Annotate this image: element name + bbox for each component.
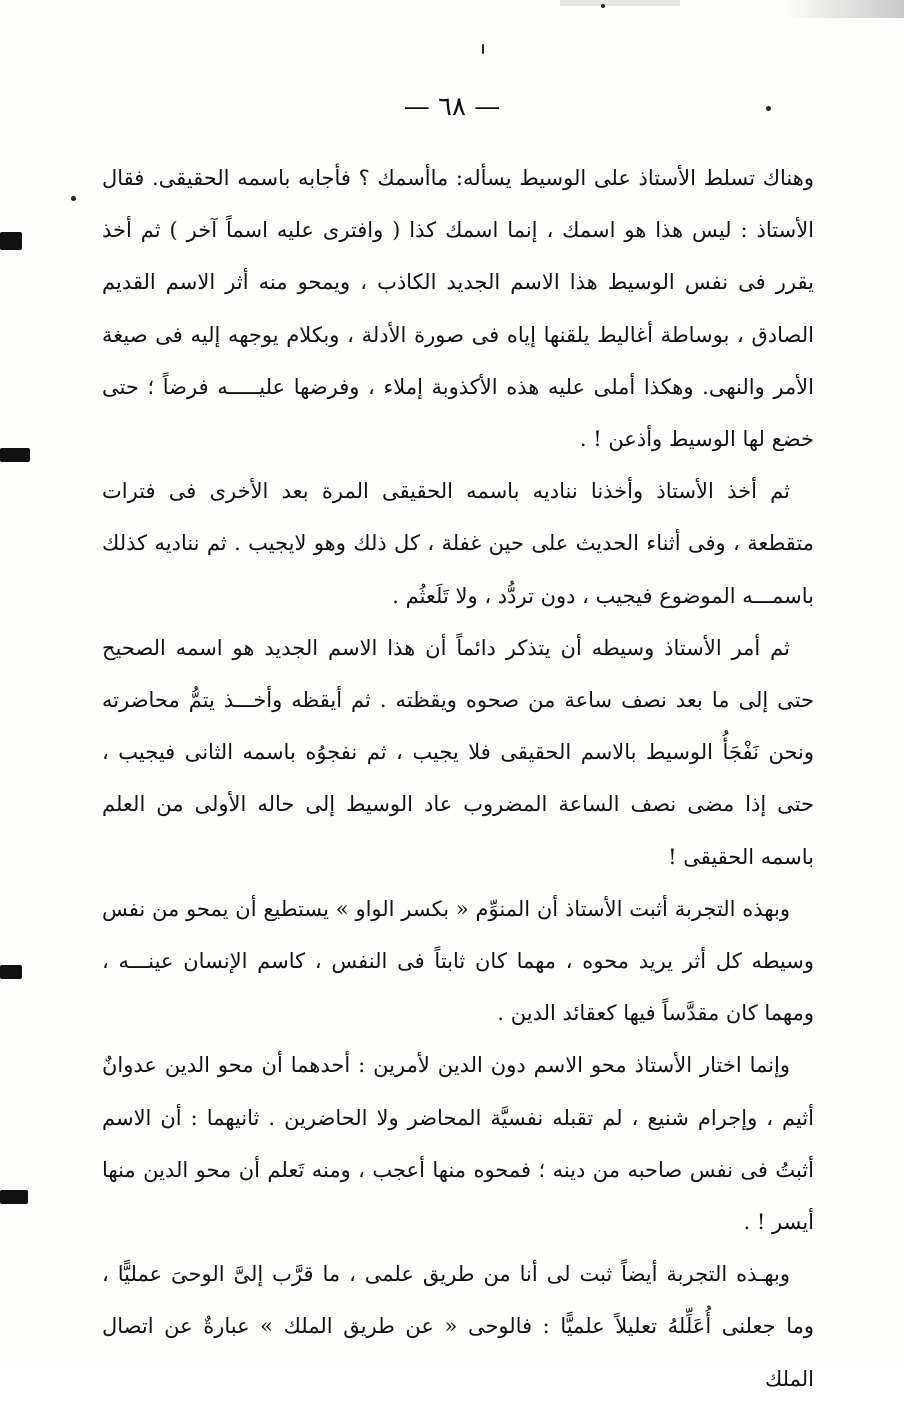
margin-mark xyxy=(0,448,30,462)
scan-shadow-top xyxy=(560,0,680,6)
paragraph-5: وإنما اختار الأستاذ محو الاسم دون الدين لأمرين : أحدهما أن محو الدين عدوانٌ أثيم ، وإجرام شنيع ، لم تقبله نفسيَّة المحاضر ولا الحاضرين . ثانيهما : أن الاسم أثبتُ فى نفس صاحبه من دينه ؛ فمحوه منها أعجب ، ومنه تَعلم أن محو الدين منها أيسر ! . xyxy=(102,1053,814,1235)
paragraph-6: وبهـذه التجربة أيضاً ثبت لى أنا من طريق علمى ، ما قرَّب إلىَّ الوحىَ عمليًّا ، وما جعلنى أُعَلِّلهُ تعليلاً علميًّا : فالوحى « عن طريق الملك » عبارةٌ عن اتصال الملك xyxy=(102,1262,814,1391)
paragraph-2: ثم أخذ الأستاذ وأخذنا نناديه باسمه الحقيقى المرة بعد الأخرى فى فترات متقطعة ، وفى أثناء الحديث على حين غفلة ، كل ذلك وهو لايجيب . ثم نناديه كذلك باسمـــه الموضوع فيجيب ، دون تردُّد ، ولا تَلَعثُم . xyxy=(102,479,814,608)
scan-speck xyxy=(482,44,484,54)
margin-mark xyxy=(0,1190,28,1204)
scan-speck xyxy=(601,4,605,8)
margin-mark xyxy=(0,965,22,979)
page-body xyxy=(102,152,814,1405)
scan-speck xyxy=(71,196,76,201)
paragraph-4: وبهذه التجربة أثبت الأستاذ أن المنوِّم « بكسر الواو » يستطيع أن يمحو من نفس وسيطه كل أثر يريد محوه ، مهما كان ثابتاً فى النفس ، كاسم الإنسان عينـــه ، ومهما كان مقدَّساً فيها كعقائد الدين . xyxy=(102,896,814,1026)
scan-shadow-top-right xyxy=(784,0,904,18)
paragraph-1: وهناك تسلط الأستاذ على الوسيط يسأله: ماأسمك ؟ فأجابه باسمه الحقيقى. فقال الأستاذ : ليس هذا هو اسمك ، إنما اسمك كذا ( وافترى عليه اسماً آخر ) ثم أخذ يقرر فى نفس الوسيط هذا الاسم الجديد الكاذب ، ويمحو منه أثر الاسم القديم الصادق ، بوساطة أغاليط يلقنها إياه فى صورة الأدلة ، وبكلام يوجهه إليه فى صيغة الأمر والنهى. وهكذا أملى عليه هذه الأكذوبة إملاء ، وفرضها عليـــــه فرضاً ؛ حتى خضع لها الوسيط وأذعن ! . xyxy=(102,166,814,452)
scan-speck xyxy=(766,106,771,111)
margin-mark xyxy=(0,232,22,250)
page-number: — ٦٨ — xyxy=(403,92,501,122)
paragraph-3: ثم أمر الأستاذ وسيطه أن يتذكر دائماً أن هذا الاسم الجديد هو اسمه الصحيح حتى إلى ما بعد نصف ساعة من صحوه ويقظته . ثم أيقظه وأخـــذ يتمُّ محاضرته ونحن نَفْجَأُ الوسيط بالاسم الحقيقى فلا يجيب ، ثم نفجوُه باسمه الثانى فيجيب ، حتى إذا مضى نصف الساعة المضروب عاد الوسيط إلى حاله الأولى من العلم باسمه الحقيقى ! xyxy=(102,635,814,869)
